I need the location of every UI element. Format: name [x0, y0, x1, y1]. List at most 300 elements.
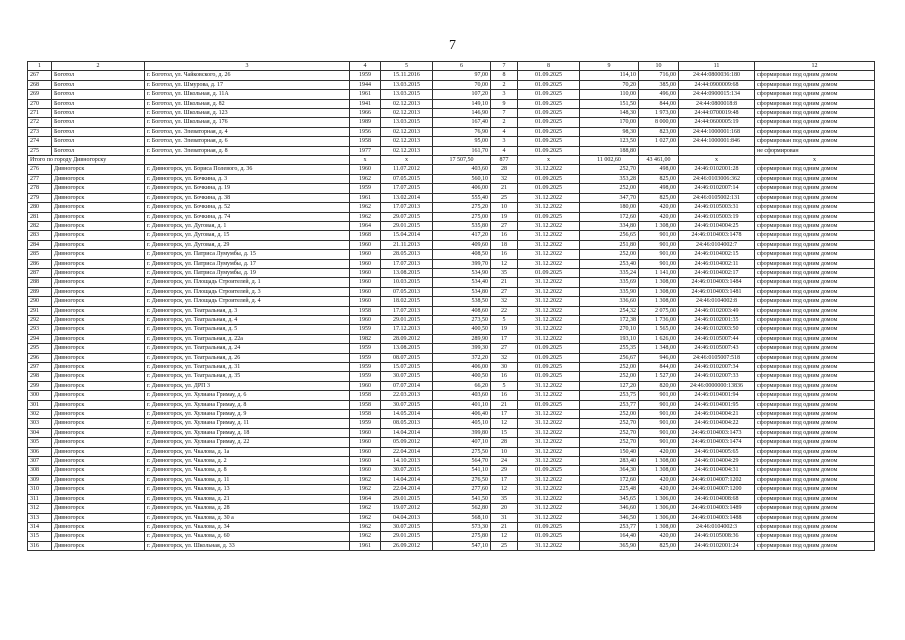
table-cell: 1 348,00	[639, 344, 679, 353]
table-cell: сформирован под одним домом	[755, 165, 875, 174]
table-cell: 4	[491, 127, 518, 136]
table-cell: 4	[491, 146, 518, 155]
table-cell: 820,00	[639, 381, 679, 390]
table-cell: 24:46:0104004:22	[679, 419, 755, 428]
table-cell: 251,80	[580, 240, 639, 249]
table-cell: Дивногорск	[52, 457, 145, 466]
table-row	[28, 184, 875, 193]
table-cell: 1960	[350, 381, 381, 390]
table-cell: г. Боготол, ул. Школьная, д. 176	[145, 118, 350, 127]
table-cell: 01.09.2025	[518, 353, 580, 362]
table-cell: 02.12.2013	[381, 99, 433, 108]
table-cell: 279	[28, 193, 52, 202]
column-header-cell: 9	[580, 62, 639, 71]
column-header-cell: 4	[350, 62, 381, 71]
table-cell: 901,00	[639, 400, 679, 409]
table-cell: 292	[28, 315, 52, 324]
table-cell: 825,00	[639, 174, 679, 183]
table-cell: Дивногорск	[52, 203, 145, 212]
table-cell: 32	[491, 297, 518, 306]
table-cell: г. Дивногорск, ул. Бочкина, д. 38	[145, 193, 350, 202]
table-cell: 1959	[350, 353, 381, 362]
table-cell: 1960	[350, 278, 381, 287]
table-cell: 01.09.2025	[518, 268, 580, 277]
table-cell: г. Дивногорск, ул. ДРП 3	[145, 381, 350, 390]
table-cell: 18	[491, 240, 518, 249]
table-cell: 1977	[350, 146, 381, 155]
table-cell: 1982	[350, 334, 381, 343]
table-cell: 1966	[350, 109, 381, 118]
table-cell: 01.09.2025	[518, 80, 580, 89]
table-cell: г. Боготол, ул. Школьная, д. 123	[145, 109, 350, 118]
table-cell: сформирован под одним домом	[755, 325, 875, 334]
table-cell: г. Дивногорск, ул. Чкалова, д. 34	[145, 522, 350, 531]
table-cell: 31	[491, 513, 518, 522]
table-cell: 301	[28, 400, 52, 409]
table-cell: Дивногорск	[52, 240, 145, 249]
table-cell: 24:46:0102007:14	[679, 184, 755, 193]
table-cell: 24:46:0104002:7	[679, 240, 755, 249]
table-cell: 24:46:0104004:21	[679, 410, 755, 419]
table-row	[28, 372, 875, 381]
table-cell: 10.03.2015	[381, 278, 433, 287]
table-cell: 8	[491, 71, 518, 80]
table-cell: Дивногорск	[52, 259, 145, 268]
table-cell: Дивногорск	[52, 353, 145, 362]
table-cell: г. Дивногорск, ул. Чкалова, д. 11	[145, 475, 350, 484]
table-cell: 1958	[350, 391, 381, 400]
table-cell: 287	[28, 268, 52, 277]
table-cell: сформирован под одним домом	[755, 428, 875, 437]
table-cell: 288	[28, 278, 52, 287]
table-cell: Дивногорск	[52, 250, 145, 259]
table-cell: Дивногорск	[52, 381, 145, 390]
total-cell: 11 002,60	[580, 156, 639, 165]
table-cell: 253,75	[580, 391, 639, 400]
table-cell: 24:46:0104003:1474	[679, 438, 755, 447]
table-cell: сформирован под одним домом	[755, 353, 875, 362]
table-cell: 1 736,00	[639, 315, 679, 324]
table-cell: 188,80	[580, 146, 639, 155]
table-cell: 29.01.2015	[381, 494, 433, 503]
table-cell: сформирован под одним домом	[755, 475, 875, 484]
table-cell: сформирован под одним домом	[755, 174, 875, 183]
table-cell: г. Боготол, ул. Школьная, д. 11А	[145, 90, 350, 99]
table-cell: Дивногорск	[52, 475, 145, 484]
table-cell: сформирован под одним домом	[755, 381, 875, 390]
table-cell: 2	[491, 80, 518, 89]
table-cell: 66,20	[433, 381, 491, 390]
table-row	[28, 485, 875, 494]
table-cell: 289	[28, 287, 52, 296]
table-cell: 24:46:0105008:36	[679, 532, 755, 541]
table-cell: 1958	[350, 306, 381, 315]
table-cell: г. Дивногорск, ул. Дуговая, д. 1	[145, 221, 350, 230]
table-cell: 31.12.2022	[518, 165, 580, 174]
table-cell: г. Боготол, ул. Чайковского, д. 26	[145, 71, 350, 80]
table-cell: 02.12.2013	[381, 109, 433, 118]
table-cell: 1962	[350, 504, 381, 513]
table-cell: 372,20	[433, 353, 491, 362]
table-cell: 24:44:1000001:846	[679, 137, 755, 146]
table-cell: 1960	[350, 165, 381, 174]
table-cell: 269	[28, 90, 52, 99]
table-cell: г. Дивногорск, ул. Театральная, д. 24	[145, 344, 350, 353]
table-row	[28, 90, 875, 99]
table-cell: 24:46:0102001:28	[679, 165, 755, 174]
table-cell: 534,90	[433, 268, 491, 277]
table-cell: сформирован под одним домом	[755, 193, 875, 202]
table-cell: г. Дивногорск, ул. Хулиана Гримау, д. 8	[145, 400, 350, 409]
table-cell: 1959	[350, 71, 381, 80]
table-cell: 31.12.2022	[518, 315, 580, 324]
table-cell: Дивногорск	[52, 165, 145, 174]
table-cell: 901,00	[639, 419, 679, 428]
table-cell: сформирован под одним домом	[755, 71, 875, 80]
total-cell: x	[755, 156, 875, 165]
table-cell: 29.01.2015	[381, 532, 433, 541]
table-cell: 19	[491, 325, 518, 334]
table-cell: 345,65	[580, 494, 639, 503]
table-cell: сформирован под одним домом	[755, 541, 875, 550]
table-cell: Дивногорск	[52, 212, 145, 221]
table-cell: 24:46:0104004:29	[679, 457, 755, 466]
table-cell: 901,00	[639, 240, 679, 249]
table-row	[28, 410, 875, 419]
table-cell: 1 973,00	[639, 109, 679, 118]
table-cell: 24:46:0102003:49	[679, 306, 755, 315]
table-cell: г. Дивногорск, ул. Чкалова, д. 2	[145, 457, 350, 466]
table-cell: 901,00	[639, 259, 679, 268]
table-cell: 1 308,00	[639, 457, 679, 466]
table-cell: Боготол	[52, 71, 145, 80]
table-cell: 10	[491, 447, 518, 456]
table-cell: г. Дивногорск, ул. Площадь Строителей, д. 3	[145, 287, 350, 296]
table-cell: 1 306,00	[639, 494, 679, 503]
table-cell: сформирован под одним домом	[755, 363, 875, 372]
table-cell: 14.10.2013	[381, 457, 433, 466]
table-cell: 24:46:0104003:1478	[679, 231, 755, 240]
table-cell: 1960	[350, 457, 381, 466]
column-header-cell: 10	[639, 62, 679, 71]
table-cell: 24:46:0104008:68	[679, 494, 755, 503]
table-cell: 1 308,00	[639, 466, 679, 475]
table-cell: 252,70	[580, 438, 639, 447]
total-cell: 17 507,50	[433, 156, 491, 165]
table-cell: 24:46:0105007:518	[679, 353, 755, 362]
table-cell: сформирован под одним домом	[755, 259, 875, 268]
table-cell: сформирован под одним домом	[755, 99, 875, 108]
table-cell: 24:44:0800036:180	[679, 71, 755, 80]
table-cell: г. Дивногорск, ул. Чкалова, д. 60	[145, 532, 350, 541]
table-cell: 13.02.2014	[381, 193, 433, 202]
table-cell: Боготол	[52, 146, 145, 155]
table-cell: 316	[28, 541, 52, 550]
table-cell: Боготол	[52, 99, 145, 108]
table-cell: г. Дивногорск, ул. Патриса Лумумбы, д. 17	[145, 259, 350, 268]
table-cell: 401,10	[433, 400, 491, 409]
table-cell: 400,50	[433, 372, 491, 381]
table-cell: 127,20	[580, 381, 639, 390]
table-cell: сформирован под одним домом	[755, 203, 875, 212]
table-cell: 1 306,00	[639, 504, 679, 513]
table-cell: 01.09.2025	[518, 372, 580, 381]
total-cell: x	[518, 156, 580, 165]
table-cell: 1956	[350, 127, 381, 136]
table-cell: г. Дивногорск, ул. Дуговая, д. 29	[145, 240, 350, 249]
table-cell: 31.12.2022	[518, 419, 580, 428]
table-cell: 420,00	[639, 203, 679, 212]
table-cell: 31.12.2022	[518, 541, 580, 550]
table-cell: 901,00	[639, 391, 679, 400]
table-cell: Дивногорск	[52, 315, 145, 324]
column-header-cell: 1	[28, 62, 52, 71]
total-cell: x	[679, 156, 755, 165]
table-cell: 306	[28, 447, 52, 456]
table-cell: 399,30	[433, 344, 491, 353]
table-cell: не сформирован	[755, 146, 875, 155]
table-cell: г. Дивногорск, ул. Чкалова, д. 13	[145, 485, 350, 494]
table-cell: 304	[28, 428, 52, 437]
table-cell: 498,00	[639, 184, 679, 193]
table-cell: 290	[28, 297, 52, 306]
table-cell: г. Дивногорск, ул. Дуговая, д. 15	[145, 231, 350, 240]
table-cell: сформирован под одним домом	[755, 522, 875, 531]
table-cell: 31.12.2022	[518, 334, 580, 343]
column-header-cell: 11	[679, 62, 755, 71]
table-cell: 289,90	[433, 334, 491, 343]
table-cell: 30	[491, 363, 518, 372]
table-cell: 12	[491, 259, 518, 268]
table-cell: г. Боготол, ул. Элеваторная, д. 6	[145, 137, 350, 146]
table-cell: г. Боготол, ул. Элеваторная, д. 8	[145, 146, 350, 155]
table-cell: Дивногорск	[52, 344, 145, 353]
table-row	[28, 250, 875, 259]
table-cell: 277,60	[433, 485, 491, 494]
table-cell: 256,67	[580, 353, 639, 362]
table-cell: 21	[491, 184, 518, 193]
table-cell: г. Дивногорск, ул. Школьная, д. 33	[145, 541, 350, 550]
table-cell: Дивногорск	[52, 184, 145, 193]
table-cell: 31.12.2022	[518, 325, 580, 334]
table-cell: г. Дивногорск, ул. Бориса Полевого, д. 36	[145, 165, 350, 174]
table-cell: г. Дивногорск, ул. Театральная, д. 4	[145, 315, 350, 324]
table-cell: сформирован под одним домом	[755, 410, 875, 419]
table-row	[28, 306, 875, 315]
table-cell: 716,00	[639, 71, 679, 80]
table-cell: г. Боготол, ул. Элеваторная, д. 4	[145, 127, 350, 136]
table-cell: 253,77	[580, 400, 639, 409]
table-cell: 16	[491, 250, 518, 259]
table-cell: 562,80	[433, 504, 491, 513]
table-cell: 294	[28, 334, 52, 343]
table-cell: 24	[491, 457, 518, 466]
table-cell: 31.12.2022	[518, 447, 580, 456]
table-cell: сформирован под одним домом	[755, 137, 875, 146]
table-cell: 24:46:0102007:34	[679, 363, 755, 372]
table-cell: г. Дивногорск, ул. Площадь Строителей, д. 4	[145, 297, 350, 306]
table-cell: 408,50	[433, 250, 491, 259]
table-row	[28, 363, 875, 372]
table-row	[28, 71, 875, 80]
table-cell: сформирован под одним домом	[755, 297, 875, 306]
table-cell: 1959	[350, 325, 381, 334]
table-cell: 07.05.2013	[381, 287, 433, 296]
table-cell: 28.09.2012	[381, 334, 433, 343]
table-cell: сформирован под одним домом	[755, 306, 875, 315]
table-cell: 28	[491, 165, 518, 174]
table-cell: 311	[28, 494, 52, 503]
table-cell: сформирован под одним домом	[755, 80, 875, 89]
table-cell: 275	[28, 146, 52, 155]
table-cell: 1960	[350, 250, 381, 259]
table-cell: 31.12.2022	[518, 381, 580, 390]
table-cell: 25	[491, 541, 518, 550]
table-cell: 28.05.2013	[381, 250, 433, 259]
table-cell: 31.12.2022	[518, 513, 580, 522]
table-cell: г. Дивногорск, ул. Патриса Лумумбы, д. 19	[145, 268, 350, 277]
table-cell: 13.03.2015	[381, 80, 433, 89]
table-cell: 31.12.2022	[518, 504, 580, 513]
table-total-row	[28, 156, 875, 165]
table-cell: 31.12.2022	[518, 231, 580, 240]
table-cell: 27	[491, 344, 518, 353]
table-cell: 31.12.2022	[518, 193, 580, 202]
total-cell: 877	[491, 156, 518, 165]
table-row	[28, 457, 875, 466]
table-cell: 24:46:0104003:1484	[679, 278, 755, 287]
table-cell: 1944	[350, 80, 381, 89]
table-cell: г. Дивногорск, ул. Патриса Лумумбы, д. 15	[145, 250, 350, 259]
table-cell: 1960	[350, 268, 381, 277]
table-cell: 24:46:0104003:1489	[679, 504, 755, 513]
table-cell: 70,20	[580, 80, 639, 89]
table-cell: 406,00	[433, 184, 491, 193]
table-cell: 29.07.2015	[381, 212, 433, 221]
table-cell: Дивногорск	[52, 438, 145, 447]
table-cell: сформирован под одним домом	[755, 287, 875, 296]
column-header-cell: 6	[433, 62, 491, 71]
table-cell: 26.09.2012	[381, 541, 433, 550]
table-row	[28, 287, 875, 296]
table-cell: 560,10	[433, 174, 491, 183]
table-cell: 252,00	[580, 184, 639, 193]
table-cell: 496,00	[639, 90, 679, 99]
table-cell: 12	[491, 532, 518, 541]
table-cell: 281	[28, 212, 52, 221]
table-cell: 1968	[350, 231, 381, 240]
table-cell: сформирован под одним домом	[755, 231, 875, 240]
table-cell: 273	[28, 127, 52, 136]
table-cell: 1960	[350, 438, 381, 447]
table-cell: 15	[491, 428, 518, 437]
table-cell: 5	[491, 315, 518, 324]
table-cell: 252,70	[580, 165, 639, 174]
table-row	[28, 212, 875, 221]
table-cell: 347,70	[580, 193, 639, 202]
table-cell: 31.12.2022	[518, 428, 580, 437]
table-cell: Дивногорск	[52, 400, 145, 409]
table-cell: 24:46:0104007:1200	[679, 485, 755, 494]
column-header-cell: 12	[755, 62, 875, 71]
table-cell: 297	[28, 363, 52, 372]
table-cell: 293	[28, 325, 52, 334]
table-cell: Дивногорск	[52, 334, 145, 343]
table-cell: 417,20	[433, 231, 491, 240]
table-cell: 252,00	[580, 410, 639, 419]
table-cell: сформирован под одним домом	[755, 334, 875, 343]
column-header-cell: 2	[52, 62, 145, 71]
table-cell: г. Боготол, ул. Шмурова, д. 17	[145, 80, 350, 89]
table-cell: 31.12.2022	[518, 287, 580, 296]
table-cell: 1 306,00	[639, 513, 679, 522]
table-cell: г. Дивногорск, ул. Бочкина, д. 19	[145, 184, 350, 193]
table-cell: 255,35	[580, 344, 639, 353]
table-cell: 13.03.2015	[381, 118, 433, 127]
table-cell: 385,00	[639, 80, 679, 89]
table-cell: 04.04.2013	[381, 513, 433, 522]
table-cell: 19.07.2012	[381, 504, 433, 513]
table-cell: 1961	[350, 90, 381, 99]
table-cell: сформирован под одним домом	[755, 391, 875, 400]
table-cell: 172,60	[580, 475, 639, 484]
table-cell: сформирован под одним домом	[755, 118, 875, 127]
table-cell: Дивногорск	[52, 231, 145, 240]
table-cell: 24:44:0700019:48	[679, 109, 755, 118]
table-cell: 17.07.2015	[381, 184, 433, 193]
table-cell: сформирован под одним домом	[755, 419, 875, 428]
table-cell: 1959	[350, 184, 381, 193]
table-cell: Дивногорск	[52, 306, 145, 315]
table-cell	[679, 146, 755, 155]
table-cell: 01.09.2025	[518, 400, 580, 409]
table-cell: 01.09.2025	[518, 90, 580, 99]
table-row	[28, 99, 875, 108]
table-cell: 298	[28, 372, 52, 381]
table-cell: 305	[28, 438, 52, 447]
table-cell: 31.12.2022	[518, 278, 580, 287]
table-cell: 2	[491, 118, 518, 127]
table-cell: 420,00	[639, 475, 679, 484]
table-cell: 12	[491, 485, 518, 494]
table-cell: 24:46:0105003:19	[679, 212, 755, 221]
table-cell: 24:46:0104004:31	[679, 466, 755, 475]
table-row	[28, 109, 875, 118]
table-cell: 280	[28, 203, 52, 212]
table-cell: 21	[491, 522, 518, 531]
table-cell: 31.12.2022	[518, 494, 580, 503]
table-cell: 14.04.2014	[381, 428, 433, 437]
table-cell: 31.12.2022	[518, 250, 580, 259]
table-cell: Дивногорск	[52, 410, 145, 419]
table-cell: 275,50	[433, 447, 491, 456]
table-cell: 252,70	[580, 428, 639, 437]
table-row	[28, 278, 875, 287]
table-cell: 283,40	[580, 457, 639, 466]
table-row	[28, 193, 875, 202]
table-cell: 946,00	[639, 353, 679, 362]
table-row	[28, 325, 875, 334]
table-cell: 24:46:0102007:33	[679, 372, 755, 381]
table-cell: сформирован под одним домом	[755, 344, 875, 353]
table-cell: г. Дивногорск, ул. Бочкина, д. 74	[145, 212, 350, 221]
table-cell: Дивногорск	[52, 391, 145, 400]
table-cell: г. Дивногорск, ул. Чкалова, д. 8	[145, 466, 350, 475]
table-cell: Дивногорск	[52, 287, 145, 296]
table-cell: 24:46:0105007:43	[679, 344, 755, 353]
table-cell: 276	[28, 165, 52, 174]
table-cell: Дивногорск	[52, 174, 145, 183]
